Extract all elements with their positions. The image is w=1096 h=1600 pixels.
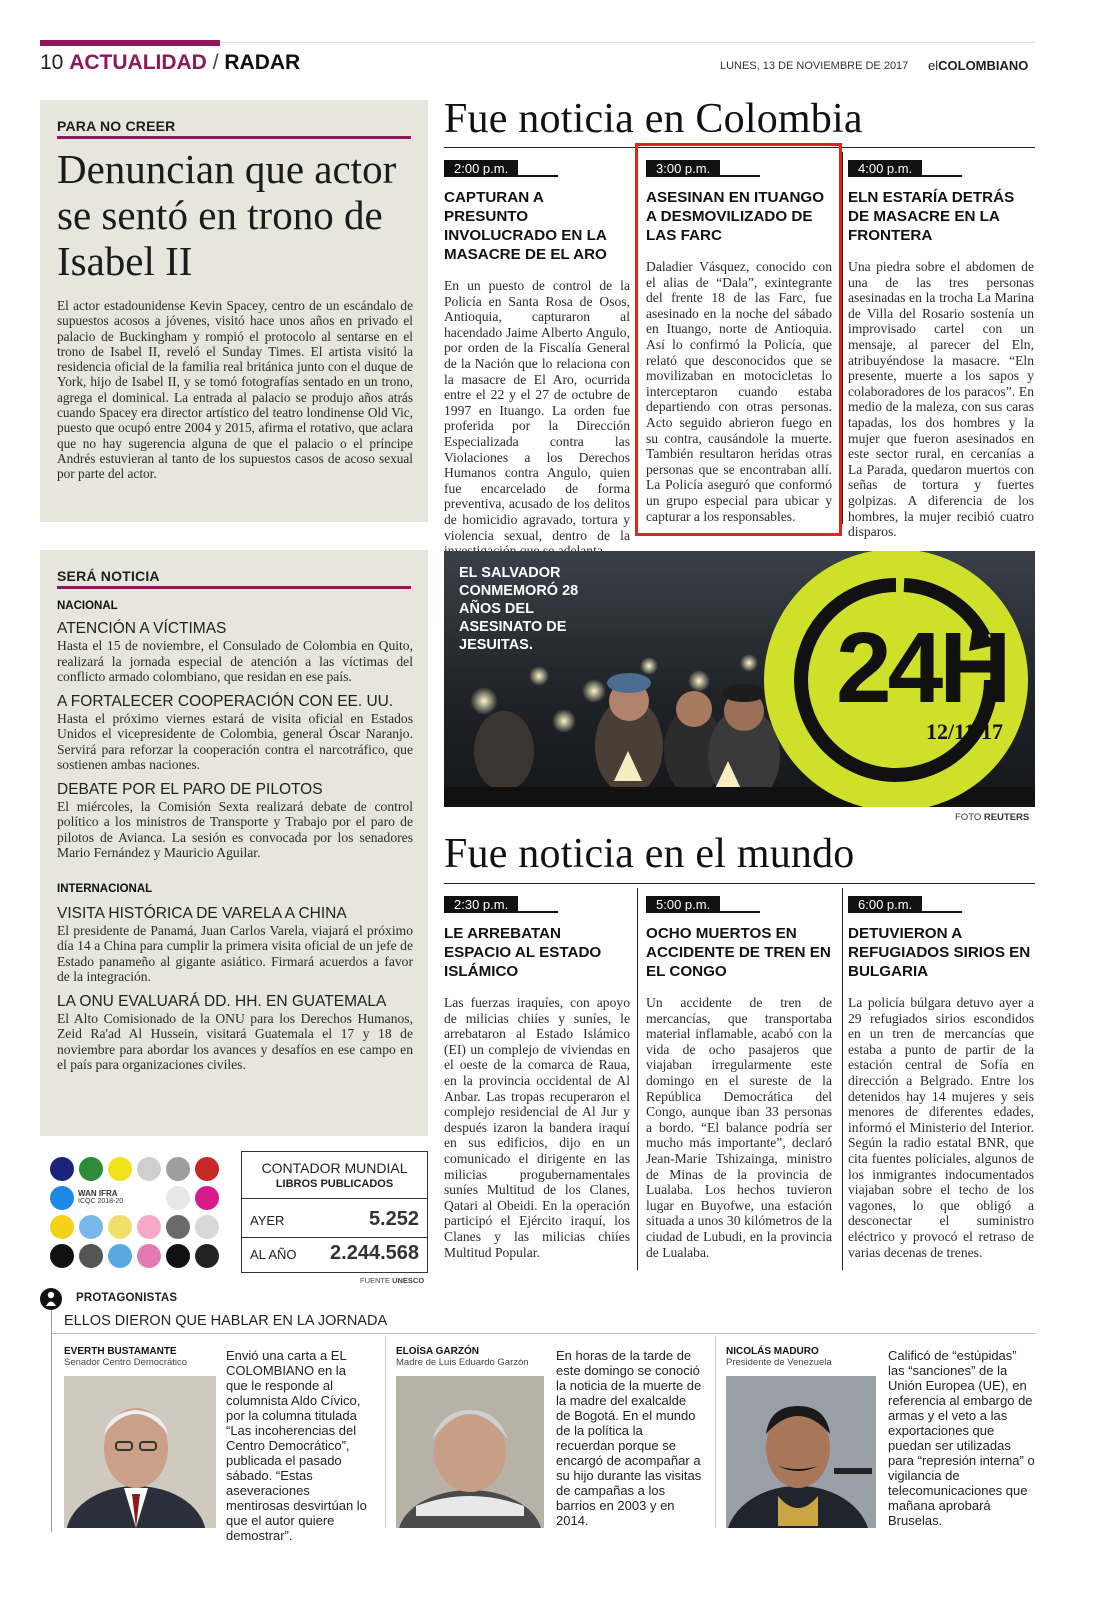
protagonist-quote: Envió una carta a EL COLOMBIANO en la que le responde al columnista Aldo Cívico, por la columna titulada “Las incoherencias del Centro Democrático”, publicada el pasado sábado. “Estas aseveraciones mentirosas desvirtúan lo que el autor quiere demostrar”.	[226, 1348, 367, 1543]
photo-credit-prefix: FOTO	[955, 812, 982, 823]
para-no-creer-rule	[57, 136, 411, 139]
color-swatch	[195, 1215, 219, 1239]
protagonist-name: EVERTH BUSTAMANTE	[64, 1346, 177, 1357]
protagonist-role: Senador Centro Democrático	[64, 1357, 188, 1368]
wan-ifra-logo-sub: ICQC 2018-20	[78, 1198, 124, 1205]
color-swatch	[108, 1215, 132, 1239]
protagonist-role: Presidente de Venezuela	[726, 1357, 832, 1368]
section-name: ACTUALIDAD	[69, 51, 207, 74]
badge-date: 12/11/17	[926, 719, 1004, 744]
brand-name: COLOMBIANO	[938, 58, 1029, 73]
color-swatch	[50, 1157, 74, 1181]
portrait-illustration	[726, 1376, 876, 1528]
wan-ifra-logo	[78, 1189, 138, 1205]
contador-subtitle: LIBROS PUBLICADOS	[275, 1178, 394, 1190]
color-swatch	[166, 1186, 190, 1210]
agenda-item	[57, 781, 413, 861]
protagonist-card	[396, 1346, 706, 1536]
color-swatch	[137, 1244, 161, 1268]
person-icon	[40, 1288, 62, 1310]
sera-noticia-box	[40, 550, 428, 1136]
news-body: Una piedra sobre el abdomen de una de las tres personas asesinadas en la trocha La Marina de Villa del Rosario sostenía un improvisado cartel con un mensaje, al parecer del Eln, atribuyéndose la masacre. “Eln presente, muerte a los sapos y colaboradores de los paracos”. En medio de la maleza, con sus caras tapadas, los dos hombres y la mujer que fueron asesinados en este sector rural, en cercanías a La Parada, quedaron muertos con señas de tortura y fuertes golpizas. A diferencia de los hombres, la mujer recibió cuatro disparos.	[848, 259, 1034, 540]
protagonist-card	[726, 1346, 1036, 1536]
color-swatch	[195, 1157, 219, 1181]
header-accent-bar	[40, 40, 220, 46]
color-swatch	[50, 1215, 74, 1239]
photo-credit-agency: REUTERS	[983, 812, 1030, 823]
protagonist-photo	[396, 1376, 544, 1528]
news-body: La policía búlgara detuvo ayer a 29 refugiados sirios escondidos en un tren de mercancías que estaba a punto de partir de la estación central de Sofía en dirección a Belgrado. Entre los detenidos hay 14 mujeres y seis menores de diferentes edades, informó el Ministerio del Interior. Según la radio estatal BNR, que cita fuentes policiales, algunos de los inmigrantes indocumentados viajaban sobre el techo de los vagones, lo que obligó a desconectar el suministro eléctrico y provocó el retraso de varias decenas de trenes.	[848, 995, 1034, 1260]
contador-source-name: UNESCO	[392, 1276, 425, 1285]
news-headline: CAPTURAN A PRESUNTO INVOLUCRADO EN LA MASACRE DE EL ARO	[444, 189, 607, 263]
mundo-title: Fue noticia en el mundo	[444, 831, 855, 877]
agenda-item	[57, 905, 413, 985]
color-swatch	[50, 1244, 74, 1268]
mundo-title-rule	[444, 883, 1035, 884]
photo-caption: EL SALVADOR CONMEMORÓ 28 AÑOS DEL ASESINATO DE JESUITAS.	[459, 565, 579, 653]
time-label: 2:00 p.m.	[444, 160, 518, 177]
color-swatch	[166, 1215, 190, 1239]
column-divider	[842, 152, 843, 524]
card-divider	[715, 1336, 716, 1528]
time-label: 2:30 p.m.	[444, 896, 518, 913]
issue-date: LUNES, 13 DE NOVIEMBRE DE 2017	[720, 60, 909, 72]
news-body: Las fuerzas iraquíes, con apoyo de milicias chiíes y suníes, le arrebataron al Estado Islámico (EI) un complejo de viviendas en el oeste de la comarca de Raua, en la provincia occidental de Al Anbar. Las tropas recuperaron el complejo residencial de Al Jur y después izaron la bandera iraquí en sus edificios, dijo en un comunicado el dirigente en las milicias progubernamentales suníes Multitud de los Clanes, Qatari al Obeidi. En la operación participó el Ejército iraquí, los Clanes y las milicias chiíes Multitud Popular.	[444, 995, 630, 1260]
header	[40, 40, 1035, 78]
section-separator: /	[212, 51, 219, 74]
color-swatch	[79, 1244, 103, 1268]
contador-row1-value: 5.252	[368, 1208, 419, 1230]
contador-rule	[242, 1237, 427, 1238]
wan-ifra-logo-text: WAN IFRA	[78, 1189, 118, 1198]
agenda-item-body: El presidente de Panamá, Juan Carlos Varela, viajará el próximo día 14 a China para cumplir la primera visita oficial de un jefe de Estado panameño al gigante asiático. Firmará acuerdos a favor de la integración.	[57, 922, 413, 984]
color-swatch	[166, 1157, 190, 1181]
para-no-creer-box	[40, 100, 428, 522]
contador-source	[360, 1276, 424, 1285]
brand-prefix: el	[928, 58, 939, 73]
agenda-item-title: DEBATE POR EL PARO DE PILOTOS	[57, 780, 323, 798]
contador-row1-label: AYER	[250, 1213, 285, 1228]
color-swatch	[79, 1215, 103, 1239]
agenda-item	[57, 993, 413, 1073]
time-label: 5:00 p.m.	[646, 896, 720, 913]
portrait-illustration	[64, 1376, 216, 1528]
news-headline: ELN ESTARÍA DETRÁS DE MASACRE EN LA FRONTERA	[848, 189, 1015, 244]
mundo-item-3	[848, 896, 1034, 1260]
protagonist-role: Madre de Luis Eduardo Garzón	[396, 1357, 529, 1368]
color-swatch	[79, 1157, 103, 1181]
color-swatch	[50, 1186, 74, 1210]
color-swatch	[137, 1157, 161, 1181]
news-body: En un puesto de control de la Policía en Santa Rosa de Osos, Antioquia, capturaron al hacendado Jaime Alberto Angulo, por orden de la Fiscalía General de la Nación que lo relaciona con la masacre de El Aro, ocurrida entre el 22 y el 27 de octubre de 1997 en Ituango. La orden fue proferida por la Dirección Especializada contra las Violaciones a los Derechos Humanos contra Angulo, quien fue encarcelado de forma preventiva, acusado de los delitos de homicidio agravado, tortura y violencia sexual, dentro de la	[444, 278, 630, 543]
header-top-rule	[220, 42, 1035, 43]
color-swatch	[137, 1215, 161, 1239]
para-no-creer-body: El actor estadounidense Kevin Spacey, centro de un escándalo de supuestos acosos a jóvenes, visitó hace unos años en privado el palacio de Buckingham y rompió el protocolo al sentarse en el trono de Isabel II, reveló el Sunday Times. El artista visitó la residencia oficial de la familia real británica junto con el duque de York, hijo de Isabel II, y se tomó fotografías sentado en un trono, agrega el dominical. La entrada al palacio se produjo años atrás cuando Spacey era director artístico del teatro londinense Old Vic, puesto que ocupó entre 2004 y 2015, afirma el rotativo, que aclara que no hay sugerencia alguna de que el palacio o el príncipe Andrés estuvieran al tanto de los supuestos casos de acoso sexual por parte del actor.	[57, 298, 413, 482]
nacional-subhead: NACIONAL	[57, 600, 118, 612]
time-label: 4:00 p.m.	[848, 160, 922, 177]
portrait-illustration	[396, 1376, 544, 1528]
internacional-subhead: INTERNACIONAL	[57, 882, 153, 895]
para-no-creer-headline: Denuncian que actor se sentó en trono de Isabel II	[57, 146, 397, 284]
brand-logo	[928, 58, 1028, 73]
news-headline: LE ARREBATAN ESPACIO AL ESTADO ISLÁMICO	[444, 925, 602, 980]
color-registration-bar	[46, 1155, 226, 1275]
news-headline: OCHO MUERTOS EN ACCIDENTE DE TREN EN EL CONGO	[646, 925, 831, 980]
news-body: Un accidente de tren de mercancías, que transportaba material inflamable, acabó con la vida de ocho pasajeros que viajaban irregularmente este domingo en el sureste de la República Democrática del Congo, aunque iban 33 personas a bordo. “El balance podría ser mucho más importante”, declaró Jean-Marie Tshizainga, ministro de Minas de la provincia de Lualaba. Los hechos tuvieron lugar en Buyofwe, una estación situada a unos 30 kilómetros de la ciudad de Lubudi, en la provincia de Lualaba.	[646, 995, 832, 1260]
sera-noticia-content	[57, 600, 413, 1073]
protagonistas-subtitle: ELLOS DIERON QUE HABLAR EN LA JORNADA	[64, 1313, 388, 1329]
colombia-item-3	[848, 160, 1034, 540]
agenda-item	[57, 620, 413, 685]
agenda-item-title: A FORTALECER COOPERACIÓN CON EE. UU.	[57, 692, 394, 710]
sera-noticia-label: SERÁ NOTICIA	[57, 568, 160, 584]
color-swatch	[195, 1186, 219, 1210]
sera-noticia-rule	[57, 586, 411, 589]
protagonistas-rule	[51, 1333, 1035, 1334]
protagonist-name: ELOÍSA GARZÓN	[396, 1346, 479, 1357]
badge-24h: 24H	[836, 612, 1008, 724]
protagonistas-line	[51, 1310, 52, 1532]
protagonist-quote: Calificó de “estúpidas” las “sanciones” de la Unión Europea (UE), en referencia al embargo de armas y el veto a las exportaciones que puedan ser utilizadas para “represión interna” o vigilancia de telecomunicaciones que mañana aprobará Bruselas.	[888, 1348, 1035, 1528]
person-glyph	[40, 1288, 62, 1310]
subsection-name: RADAR	[224, 51, 301, 74]
agenda-item	[57, 693, 413, 773]
agenda-item-body: Hasta el 15 de noviembre, el Consulado de Colombia en Quito, realizará la jornada especial de atención a las víctimas del conflicto armado colombiano, que residan en ese país.	[57, 638, 413, 684]
color-swatch	[108, 1244, 132, 1268]
time-label: 6:00 p.m.	[848, 896, 922, 913]
contador-source-prefix: FUENTE	[360, 1276, 390, 1285]
color-swatch	[166, 1244, 190, 1268]
page-number: 10	[40, 51, 64, 74]
protagonist-photo	[726, 1376, 876, 1528]
color-swatch	[195, 1244, 219, 1268]
contador-box	[241, 1151, 428, 1273]
news-photo	[444, 551, 1035, 807]
colombia-title: Fue noticia en Colombia	[444, 96, 863, 142]
agenda-item-title: ATENCIÓN A VÍCTIMAS	[57, 620, 227, 637]
protagonistas-label: PROTAGONISTAS	[76, 1292, 178, 1304]
protagonist-name: NICOLÁS MADURO	[726, 1346, 819, 1357]
photo-credit	[955, 812, 1029, 823]
header-section-line	[40, 51, 300, 75]
color-swatch	[108, 1157, 132, 1181]
protagonist-card	[64, 1346, 374, 1543]
para-no-creer-label: PARA NO CREER	[57, 118, 176, 134]
contador-row2-label: AL AÑO	[250, 1247, 297, 1262]
mundo-item-1	[444, 896, 630, 1260]
protagonistas-section	[40, 1288, 1035, 1543]
agenda-item-title: VISITA HISTÓRICA DE VARELA A CHINA	[57, 904, 347, 922]
agenda-item-title: LA ONU EVALUARÁ DD. HH. EN GUATEMALA	[57, 992, 387, 1010]
card-divider	[385, 1336, 386, 1528]
column-divider	[842, 888, 843, 1270]
protagonist-photo	[64, 1376, 216, 1528]
mundo-item-2	[646, 896, 832, 1260]
column-divider	[637, 888, 638, 1270]
protagonist-quote: En horas de la tarde de este domingo se conoció la noticia de la muerte de la madre del exalcalde de Bogotá. En el mundo de la política la recuerdan porque se encargó de acompañar a su hijo durante las visitas de campañas a los barrios en 2003 y en 2014.	[556, 1348, 702, 1528]
highlight-box	[635, 143, 842, 536]
contador-rule	[242, 1198, 427, 1199]
contador-title: CONTADOR MUNDIAL	[261, 1160, 408, 1176]
colombia-item-1	[444, 160, 630, 559]
news-headline: DETUVIERON A REFUGIADOS SIRIOS EN BULGARIA	[848, 925, 1031, 980]
news-headline: ASESINAN EN ITUANGO A DESMOVILIZADO DE LAS FARC	[646, 189, 825, 244]
agenda-item-body: Hasta el próximo viernes estará de visita oficial en Estados Unidos el vicepresidente de Colombia, general Óscar Naranjo. Servirá para reforzar la cooperación contra el narcotráfico, que sostienen ambas naciones.	[57, 710, 413, 772]
contador-row2-value: 2.244.568	[330, 1242, 419, 1264]
time-label: 3:00 p.m.	[646, 160, 720, 177]
agenda-item-body: El miércoles, la Comisión Sexta realizará debate de control político a los ministros de Transporte y Trabajo por el paro de pilotos de Avianca. La sesión es convocada por los senadores Mario Fernández y Mauricio Aguilar.	[57, 798, 413, 860]
news-body: Daladier Vásquez, conocido con el alias de “Dala”, exintegrante del frente 18 de las Farc, fue asesinado en la noche del sábado en Ituango, norte de Antioquia. Así lo confirmó la Policía, que relató que desconocidos que se movilizaban en motocicletas lo interceptaron cuando estaba departiendo con otras personas. Acto seguido abrieron fuego en su contra, causándole la muerte. También resultaron heridas otras personas que se encontraban allí. La Policía aseguró que conformó un grupo especial para ubicar y capturar a los responsables.	[646, 259, 832, 524]
agenda-item-body: El Alto Comisionado de la ONU para los Derechos Humanos, Zeid Ra'ad Al Hussein, visitará Guatemala el 17 y 18 de noviembre para abordar los avances y desafíos en ese campo en el país para organizaciones civiles.	[57, 1010, 413, 1072]
